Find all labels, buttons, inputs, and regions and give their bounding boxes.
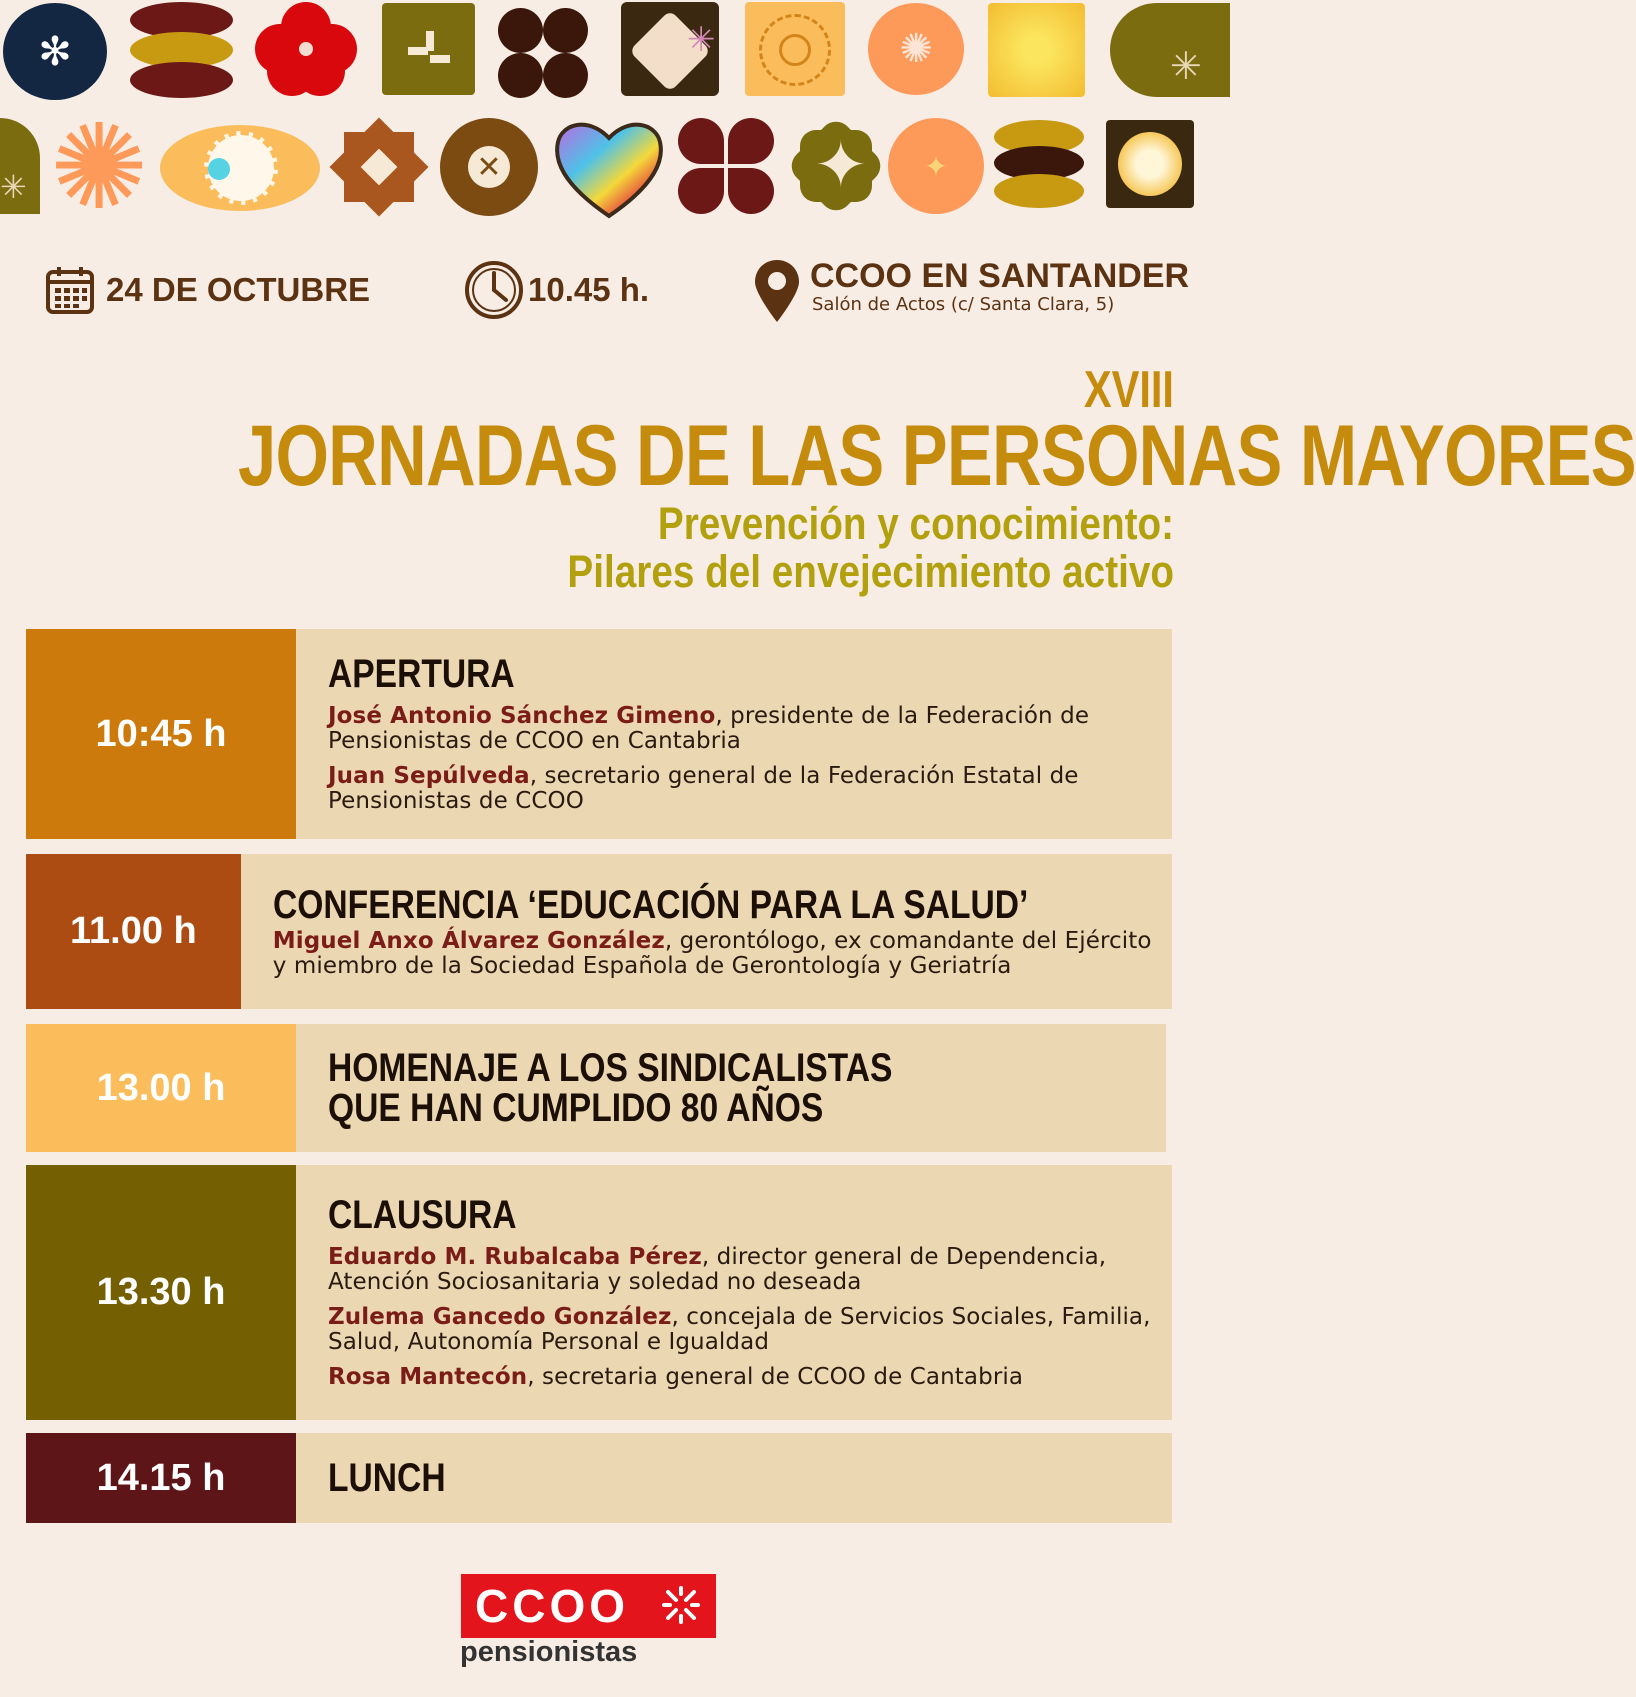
speaker-role: , secretaria general de CCOO de Cantabria [527, 1364, 1024, 1390]
location-detail: Salón de Actos (c/ Santa Clara, 5) [812, 294, 1115, 315]
clock-icon [462, 258, 526, 322]
stacked-discs-gold-icon [994, 120, 1084, 208]
agenda-time: 13.30 h [26, 1165, 296, 1420]
speaker-entry [328, 1245, 1172, 1295]
calendar-icon [44, 264, 96, 316]
flower-circle-icon: ✻ [3, 3, 107, 100]
agenda-title: LUNCH [328, 1456, 446, 1500]
agenda-time: 13.00 h [26, 1024, 296, 1152]
agenda-row-clausura [26, 1165, 1172, 1420]
event-time [462, 258, 649, 322]
yellow-glow-square-icon [988, 3, 1085, 97]
agenda-title: CLAUSURA [328, 1193, 517, 1237]
dark-tile-icon: ✳ [621, 2, 719, 96]
main-title: JORNADAS DE LAS PERSONAS MAYORES [238, 408, 1636, 504]
red-flower-icon [255, 2, 357, 96]
ring-x-icon: ✕ [440, 118, 538, 216]
subtitle-line-1: Prevención y conocimiento: [657, 498, 1174, 549]
speaker-entry [273, 929, 1172, 979]
eye-icon [160, 125, 320, 211]
event-location [810, 258, 1189, 316]
event-date-text: 24 DE OCTUBRE [106, 271, 371, 308]
stacked-discs-icon [130, 2, 233, 98]
maroon-quad-icon [678, 118, 774, 214]
speaker-role: , gerontólogo, ex comandante del Ejército y miembro de la Sociedad Española de Gerontología y Geriatría [272, 927, 1152, 979]
speaker-role: , concejala de Servicios Sociales, Familia, Salud, Autonomía Personal e Igualdad [328, 1304, 1151, 1355]
speaker-name: Zulema Gancedo González [328, 1304, 672, 1330]
ccoo-star-icon [660, 1584, 702, 1630]
speaker-entry [328, 1305, 1172, 1355]
location-name: CCOO EN SANTANDER [810, 257, 1190, 295]
speaker-name: Miguel Anxo Álvarez González [272, 927, 665, 954]
speaker-entry [328, 1365, 1172, 1390]
agenda-title: CONFERENCIA ‘EDUCACIÓN PARA LA SALUD’ [272, 882, 1029, 927]
agenda-time: 14.15 h [26, 1433, 296, 1523]
sun-rays-square-icon [745, 2, 845, 96]
location-pin-icon [752, 258, 802, 324]
speaker-role: , presidente de la Federación de Pensionistas de CCOO en Cantabria [328, 703, 1090, 754]
agenda-title: APERTURA [328, 652, 515, 696]
agenda-row-conferencia [26, 854, 1172, 1009]
speaker-name: José Antonio Sánchez Gimeno [328, 703, 716, 729]
four-dots-icon [498, 8, 590, 98]
glow-square-icon [1106, 120, 1194, 208]
agenda-content [296, 629, 1172, 839]
subtitle-line-2: Pilares del envejecimiento activo [567, 546, 1174, 597]
orange-burst-icon: ✺ [49, 98, 149, 236]
agenda-title-line-2: QUE HAN CUMPLIDO 80 AÑOS [328, 1086, 824, 1130]
logo-subtitle: pensionistas [460, 1636, 638, 1668]
agenda-content [241, 854, 1172, 1009]
star-cross-icon [330, 118, 428, 216]
speaker-role: , secretario general de la Federación Estatal de Pensionistas de CCOO [328, 763, 1079, 814]
event-date [44, 264, 370, 316]
edition-number: XVIII [1083, 361, 1174, 419]
speaker-name: Juan Sepúlveda [328, 763, 530, 789]
orange-sparkle-circle-icon: ✦ [888, 118, 984, 214]
arch-icon: ✳ [0, 118, 40, 214]
speaker-role: , director general de Dependencia, Atención Sociosanitaria y soledad no deseada [328, 1244, 1107, 1295]
agenda-time: 10:45 h [26, 629, 296, 839]
agenda-row-homenaje [26, 1024, 1166, 1152]
logo-wordmark: CCOO [475, 1580, 629, 1632]
agenda-row-apertura [26, 629, 1172, 839]
agenda-content [296, 1433, 1172, 1523]
olive-star-icon: ✦ [788, 118, 884, 214]
decorative-pattern [0, 0, 1202, 236]
speaker-name: Eduardo M. Rubalcaba Pérez [328, 1244, 702, 1270]
half-circle-icon: ✳ [1110, 3, 1230, 97]
agenda-content [296, 1024, 1166, 1152]
olive-square-icon [382, 3, 475, 95]
event-time-text: 10.45 h. [528, 271, 650, 308]
agenda-row-lunch [26, 1433, 1172, 1523]
speaker-entry [328, 704, 1172, 754]
puzzle-heart-icon [552, 116, 666, 220]
agenda-time: 11.00 h [26, 854, 241, 1009]
event-info-bar [0, 258, 1200, 338]
title-block [4, 361, 1636, 597]
speaker-entry [328, 764, 1172, 814]
orange-circle-icon: ✺ [868, 3, 964, 95]
agenda-title-line-1: HOMENAJE A LOS SINDICALISTAS [328, 1046, 893, 1090]
agenda-content [296, 1165, 1172, 1420]
ccoo-logo [461, 1574, 716, 1638]
speaker-name: Rosa Mantecón [328, 1364, 528, 1390]
